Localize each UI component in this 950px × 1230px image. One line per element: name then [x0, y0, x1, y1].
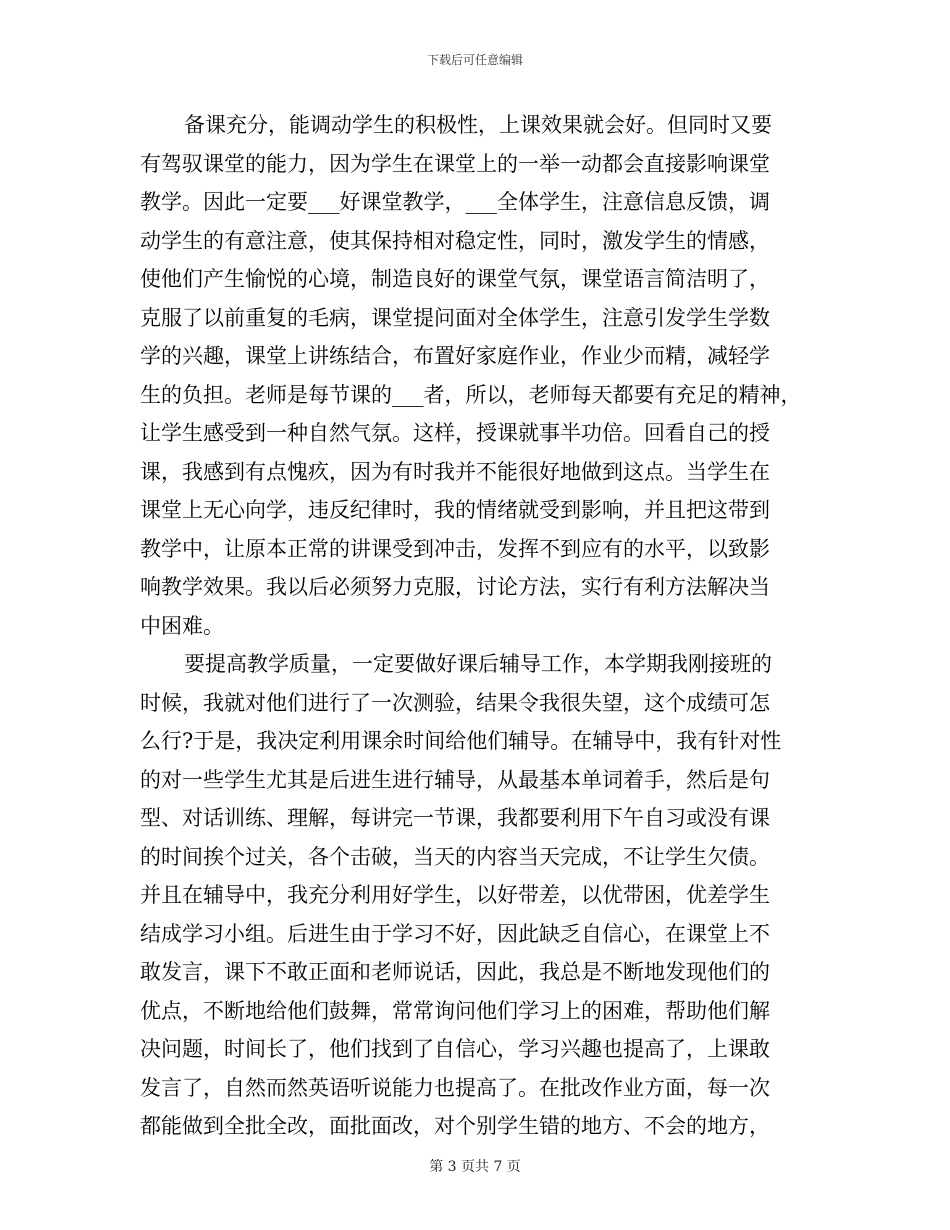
text-line: 备课充分，能调动学生的积极性，上课效果就会好。但同时又要 — [184, 113, 772, 137]
text-line: 型、对话训练、理解，每讲完一节课，我都要利用下午自习或没有课 — [140, 806, 770, 830]
text-line: 发言了，自然而然英语听说能力也提高了。在批改作业方面，每一次 — [140, 1075, 770, 1100]
text-line: 么行?于是，我决定利用课余时间给他们辅导。在辅导中，我有针对性 — [140, 729, 782, 753]
document-body — [140, 106, 820, 1146]
text-line: 中困难。 — [140, 613, 224, 638]
text-line: 教学。因此一定要___好课堂教学，___全体学生，注意信息反馈，调 — [140, 190, 770, 214]
text-line: 决问题，时间长了，他们找到了自信心，学习兴趣也提高了，上课敢 — [140, 1037, 770, 1061]
text-line: 克服了以前重复的毛病，课堂提问面对全体学生，注意引发学生学数 — [140, 305, 770, 330]
text-line: 教学中，让原本正常的讲课受到冲击，发挥不到应有的水平，以致影 — [140, 536, 770, 561]
text-line: 使他们产生愉悦的心境，制造良好的课堂气氛，课堂语言简洁明了， — [140, 267, 770, 291]
text-line: 优点，不断地给他们鼓舞，常常询问他们学习上的困难，帮助他们解 — [140, 998, 770, 1023]
text-line: 学的兴趣，课堂上讲练结合，布置好家庭作业，作业少而精，减轻学 — [140, 344, 770, 368]
text-line: 动学生的有意注意，使其保持相对稳定性，同时，激发学生的情感， — [140, 228, 770, 253]
text-line: 结成学习小组。后进生由于学习不好，因此缺乏自信心，在课堂上不 — [140, 921, 770, 946]
text-line: 生的负担。老师是每节课的___者，所以，老师每天都要有充足的精神， — [140, 382, 802, 407]
text-line: 时候，我就对他们进行了一次测验，结果令我很失望，这个成绩可怎 — [140, 690, 770, 715]
text-line: 敢发言，课下不敢正面和老师说话，因此，我总是不断地发现他们的 — [140, 960, 770, 984]
text-line: 都能做到全批全改，面批面改，对个别学生错的地方、不会的地方， — [140, 1114, 770, 1138]
text-line: 课，我感到有点愧疚，因为有时我并不能很好地做到这点。当学生在 — [140, 459, 770, 484]
text-line: 响教学效果。我以后必须努力克服，讨论方法，实行有利方法解决当 — [140, 575, 770, 599]
text-line: 的对一些学生尤其是后进生进行辅导，从最基本单词着手，然后是句 — [140, 767, 770, 792]
text-line: 要提高教学质量，一定要做好课后辅导工作，本学期我刚接班的 — [184, 652, 772, 676]
page-number-footer: 第 3 页共 7 页 — [429, 1159, 521, 1175]
text-line: 让学生感受到一种自然气氛。这样，授课就事半功倍。回看自己的授 — [140, 421, 770, 445]
text-line: 课堂上无心向学，违反纪律时，我的情绪就受到影响，并且把这带到 — [140, 498, 770, 522]
text-line: 并且在辅导中，我充分利用好学生，以好带差，以优带困，优差学生 — [140, 883, 770, 907]
page-header: 下载后可任意编辑 — [426, 53, 523, 67]
text-line: 有驾驭课堂的能力，因为学生在课堂上的一举一动都会直接影响课堂 — [140, 151, 770, 176]
text-line: 的时间挨个过关，各个击破，当天的内容当天完成，不让学生欠债。 — [140, 844, 770, 869]
